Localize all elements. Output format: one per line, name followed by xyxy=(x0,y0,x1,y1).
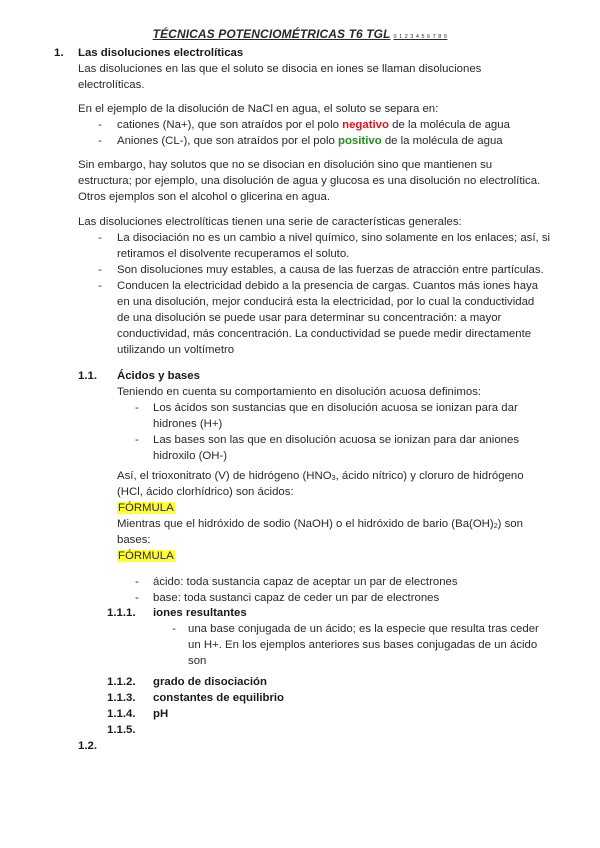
s11-p3-line1 xyxy=(117,516,523,532)
section-1-heading: Las disoluciones electrolíticas xyxy=(78,47,244,59)
p2-sub: 3 xyxy=(331,475,336,482)
s11-e2: base: toda sustanci capaz de ceder un par de electrones xyxy=(153,592,440,604)
s1-c2: Son disoluciones muy estables, a causa de las fuerzas de atracción entre partículas. xyxy=(117,264,544,276)
b2-pre: Aniones (CL-), que son atraídos por el polo xyxy=(117,135,338,147)
section-1-1-2-heading: grado de disociación xyxy=(153,676,267,688)
s1-c3-line2: en una disolución, mejor conducirá esta la electricidad, por lo cual la conductividad xyxy=(117,296,535,308)
bullet-dash: - xyxy=(98,119,102,131)
document-title xyxy=(0,26,600,45)
b1-pre: cationes (Na+), que son atraídos por el polo xyxy=(117,119,343,131)
p3-sub: 2 xyxy=(493,523,498,530)
section-1-1-1-heading: iones resultantes xyxy=(153,607,247,619)
bullet-dash: - xyxy=(98,280,102,292)
section-1-1-1-number: 1.1.1. xyxy=(107,607,136,619)
s1-p1-line2: electrolíticas. xyxy=(78,79,145,91)
formula-2-highlight: FÓRMULA xyxy=(118,550,174,562)
section-1-number: 1. xyxy=(54,47,64,59)
section-1-1-4-number: 1.1.4. xyxy=(107,708,136,720)
s1-p3-line1: Sin embargo, hay solutos que no se disocian en disolución sino que mantienen su xyxy=(78,159,493,171)
formula-2 xyxy=(117,548,175,564)
s111-bullet-line3: son xyxy=(188,655,207,667)
bullet-dash: - xyxy=(135,434,139,446)
bullet-dash: - xyxy=(135,592,139,604)
section-1-1-3-number: 1.1.3. xyxy=(107,692,136,704)
b2-post: de la molécula de agua xyxy=(381,135,503,147)
s1-p4: Las disoluciones electrolíticas tienen una serie de características generales: xyxy=(78,216,462,228)
bullet-dash: - xyxy=(98,232,102,244)
s11-d1-line1: Los ácidos son sustancias que en disolución acuosa se ionizan para dar xyxy=(153,402,518,414)
s11-p1: Teniendo en cuenta su comportamiento en disolución acuosa definimos: xyxy=(117,386,482,398)
s11-p2-line1 xyxy=(117,468,524,484)
bullet-dash: - xyxy=(98,264,102,276)
s11-d1-line2: hidrones (H+) xyxy=(153,418,223,430)
s1-p1-line1: Las disoluciones en las que el soluto se disocia en iones se llaman disoluciones xyxy=(78,63,482,75)
p3-b: ) son xyxy=(497,518,523,530)
title-text: TÉCNICAS POTENCIOMÉTRICAS T6 TGL xyxy=(152,27,391,41)
s11-e1: ácido: toda sustancia capaz de aceptar un par de electrones xyxy=(153,576,458,588)
s1-c1-line2: retiramos el disolvente recuperamos el soluto. xyxy=(117,248,350,260)
formula-1 xyxy=(117,500,175,516)
p2-a: Así, el trioxonitrato (V) de hidrógeno (HNO xyxy=(117,470,332,482)
section-1-1-4-heading: pH xyxy=(153,708,169,720)
section-1-1-5-number: 1.1.5. xyxy=(107,724,136,736)
formula-1-highlight: FÓRMULA xyxy=(118,502,174,514)
section-1-1-number: 1.1. xyxy=(78,370,97,382)
bullet-dash: - xyxy=(135,402,139,414)
bullet-dash: - xyxy=(135,576,139,588)
section-1-1-3-heading: constantes de equilibrio xyxy=(153,692,285,704)
s11-d2-line2: hidroxilo (OH-) xyxy=(153,450,228,462)
s1-bullet-cationes xyxy=(117,117,510,133)
s1-p2: En el ejemplo de la disolución de NaCl en agua, el soluto se separa en: xyxy=(78,103,439,115)
s11-d2-line1: Las bases son las que en disolución acuosa se ionizan para dar aniones xyxy=(153,434,520,446)
s1-bullet-aniones xyxy=(117,133,503,149)
negativo-word: negativo xyxy=(342,119,389,131)
section-1-2-number: 1.2. xyxy=(78,740,97,752)
s1-c3-line1: Conducen la electricidad debido a la presencia de cargas. Cuantos más iones haya xyxy=(117,280,539,292)
s11-p2-line2: (HCl, ácido clorhídrico) son ácidos: xyxy=(117,486,294,498)
p2-b: , ácido nítrico) y cloruro de hidrógeno xyxy=(335,470,524,482)
s1-c3-line4: conductividad, más concentración. La conductividad se puede medir directamente xyxy=(117,328,532,340)
section-1-1-heading: Ácidos y bases xyxy=(117,370,200,382)
s1-c3-line3: de una disolución se puede usar para determinar su concentración: a mayor xyxy=(117,312,502,324)
title-tiny-digits: 0 1 2 3 4 5 6 7 8 9 xyxy=(393,34,448,40)
s111-bullet-line2: un H+. En los ejemplos anteriores sus bases conjugadas de un ácido xyxy=(188,639,538,651)
bullet-dash: - xyxy=(98,135,102,147)
section-1-1-2-number: 1.1.2. xyxy=(107,676,136,688)
s111-bullet-line1: una base conjugada de un ácido; es la especie que resulta tras ceder xyxy=(188,623,539,635)
s1-p3-line2: estructura; por ejemplo, una disolución de agua y glucosa es una disolución no electrolítica. xyxy=(78,175,541,187)
p3-a: Mientras que el hidróxido de sodio (NaOH) o el hidróxido de bario (Ba(OH) xyxy=(117,518,494,530)
positivo-word: positivo xyxy=(337,135,382,147)
s1-c1-line1: La disociación no es un cambio a nivel químico, sino solamente en los enlaces; así, si xyxy=(117,232,551,244)
s1-p3-line3: Otros ejemplos son el alcohol o glicerina en agua. xyxy=(78,191,331,203)
s1-c3-line5: utilizando un voltímetro xyxy=(117,344,235,356)
b1-post: de la molécula de agua xyxy=(388,119,510,131)
bullet-dash: - xyxy=(172,623,176,635)
s11-p3-line2: bases: xyxy=(117,534,151,546)
